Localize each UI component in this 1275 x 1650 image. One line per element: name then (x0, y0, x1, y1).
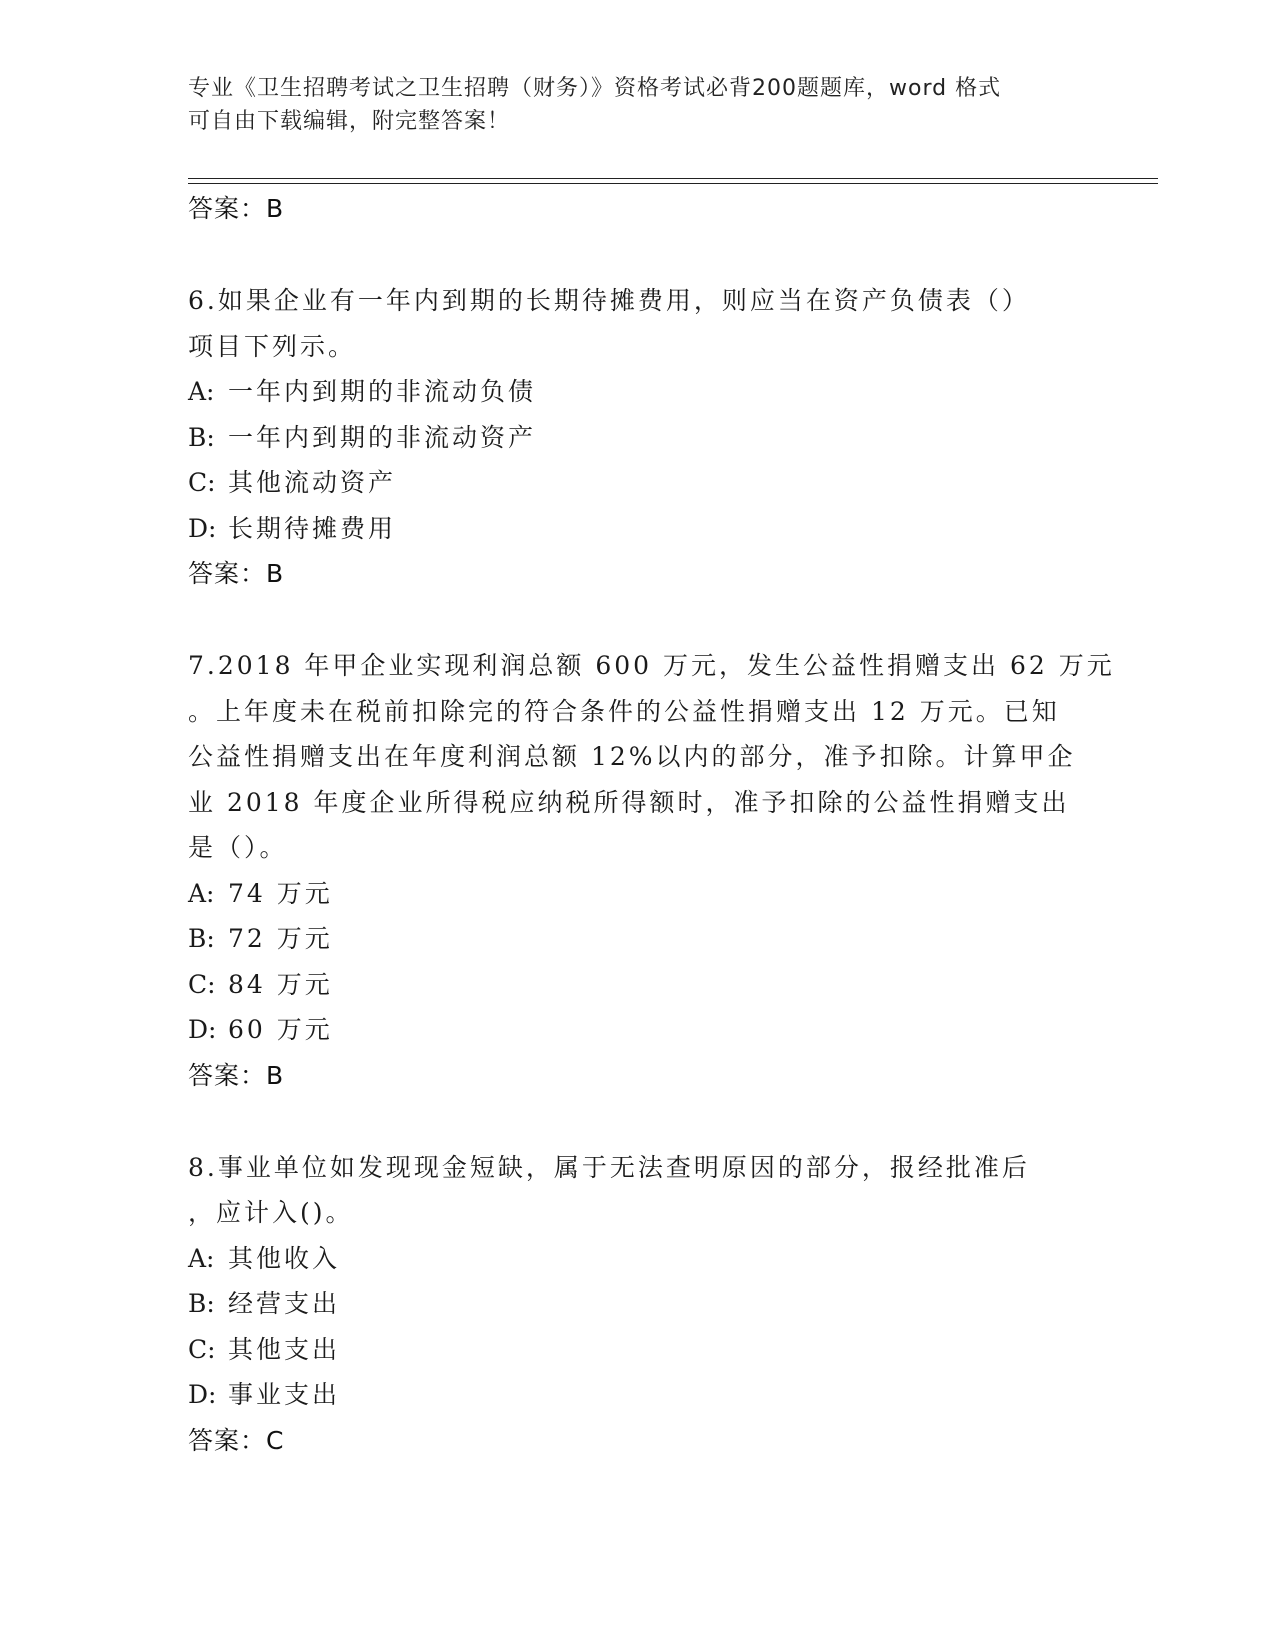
option-b (188, 1281, 1088, 1327)
question-7 (188, 643, 1115, 1099)
option-key: C: (188, 468, 216, 497)
question-8 (188, 1145, 1088, 1464)
option-c (188, 962, 1088, 1008)
option-text: 其他支出 (228, 1334, 341, 1364)
option-d (188, 1372, 1088, 1418)
question-line: 8.事业单位如发现现金短缺，属于无法查明原因的部分，报经批准后 (188, 1152, 1030, 1182)
option-key: C: (188, 969, 216, 999)
option-a (188, 871, 1088, 917)
option-text: 一年内到期的非流动资产 (228, 422, 537, 452)
option-text: 84 万元 (228, 969, 333, 999)
question-text (188, 643, 1115, 871)
option-d (188, 1007, 1088, 1053)
question-list (188, 186, 1115, 1464)
answer-line: 答案：B (188, 559, 285, 588)
document-header (188, 72, 1088, 138)
option-text: 一年内到期的非流动负债 (228, 377, 537, 406)
header-title-line-1: 专业《卫生招聘考试之卫生招聘（财务）》资格考试必背200题题库，word 格式 (188, 76, 1002, 101)
option-text: 其他收入 (228, 1243, 341, 1273)
option-key: A: (188, 377, 215, 406)
spacer (188, 597, 1088, 643)
question-line: ，应计入()。 (188, 1198, 354, 1227)
question-line: 7.2018 年甲企业实现利润总额 600 万元，发生公益性捐赠支出 62 万元 (188, 651, 1115, 680)
option-text: 长期待摊费用 (228, 513, 397, 543)
option-key: C: (188, 1334, 216, 1364)
question-line: 公益性捐赠支出在年度利润总额 12%以内的部分，准予扣除。计算甲企 (188, 742, 1076, 771)
spacer (188, 1099, 1088, 1145)
option-text: 72 万元 (228, 924, 333, 953)
header-divider-top (188, 178, 1158, 179)
question-line: 项目下列示。 (188, 331, 357, 361)
previous-answer: 答案：B (188, 194, 285, 223)
option-key: B: (188, 1289, 215, 1318)
option-c (188, 1327, 1088, 1373)
question-line: 。上年度未在税前扣除完的符合条件的公益性捐赠支出 12 万元。已知 (188, 696, 1060, 726)
question-text (188, 1145, 1088, 1236)
option-text: 其他流动资产 (228, 468, 397, 497)
answer-line: 答案：B (188, 1060, 285, 1090)
option-b (188, 415, 1088, 461)
option-a (188, 1236, 1088, 1282)
question-6 (188, 278, 1088, 597)
option-text: 经营支出 (228, 1289, 341, 1318)
option-text: 60 万元 (228, 1015, 333, 1044)
option-b (188, 916, 1088, 962)
option-d (188, 506, 1088, 552)
header-divider-bottom (188, 183, 1158, 184)
answer-line: 答案：C (188, 1425, 285, 1455)
question-line: 6.如果企业有一年内到期的长期待摊费用，则应当在资产负债表（） (188, 286, 1030, 315)
option-key: A: (188, 878, 215, 908)
option-key: D: (188, 513, 217, 543)
spacer (188, 232, 1088, 278)
question-text (188, 278, 1088, 369)
question-line: 是（）。 (188, 833, 288, 862)
question-line: 业 2018 年度企业所得税应纳税所得额时，准予扣除的公益性捐赠支出 (188, 787, 1070, 817)
option-c (188, 460, 1088, 506)
option-key: B: (188, 422, 215, 452)
option-key: A: (188, 1243, 215, 1273)
option-a (188, 369, 1088, 415)
option-key: D: (188, 1015, 217, 1044)
option-text: 事业支出 (228, 1380, 341, 1409)
option-text: 74 万元 (228, 878, 333, 908)
option-key: B: (188, 924, 215, 953)
option-key: D: (188, 1380, 217, 1409)
header-title-line-2: 可自由下载编辑，附完整答案！ (188, 109, 511, 134)
